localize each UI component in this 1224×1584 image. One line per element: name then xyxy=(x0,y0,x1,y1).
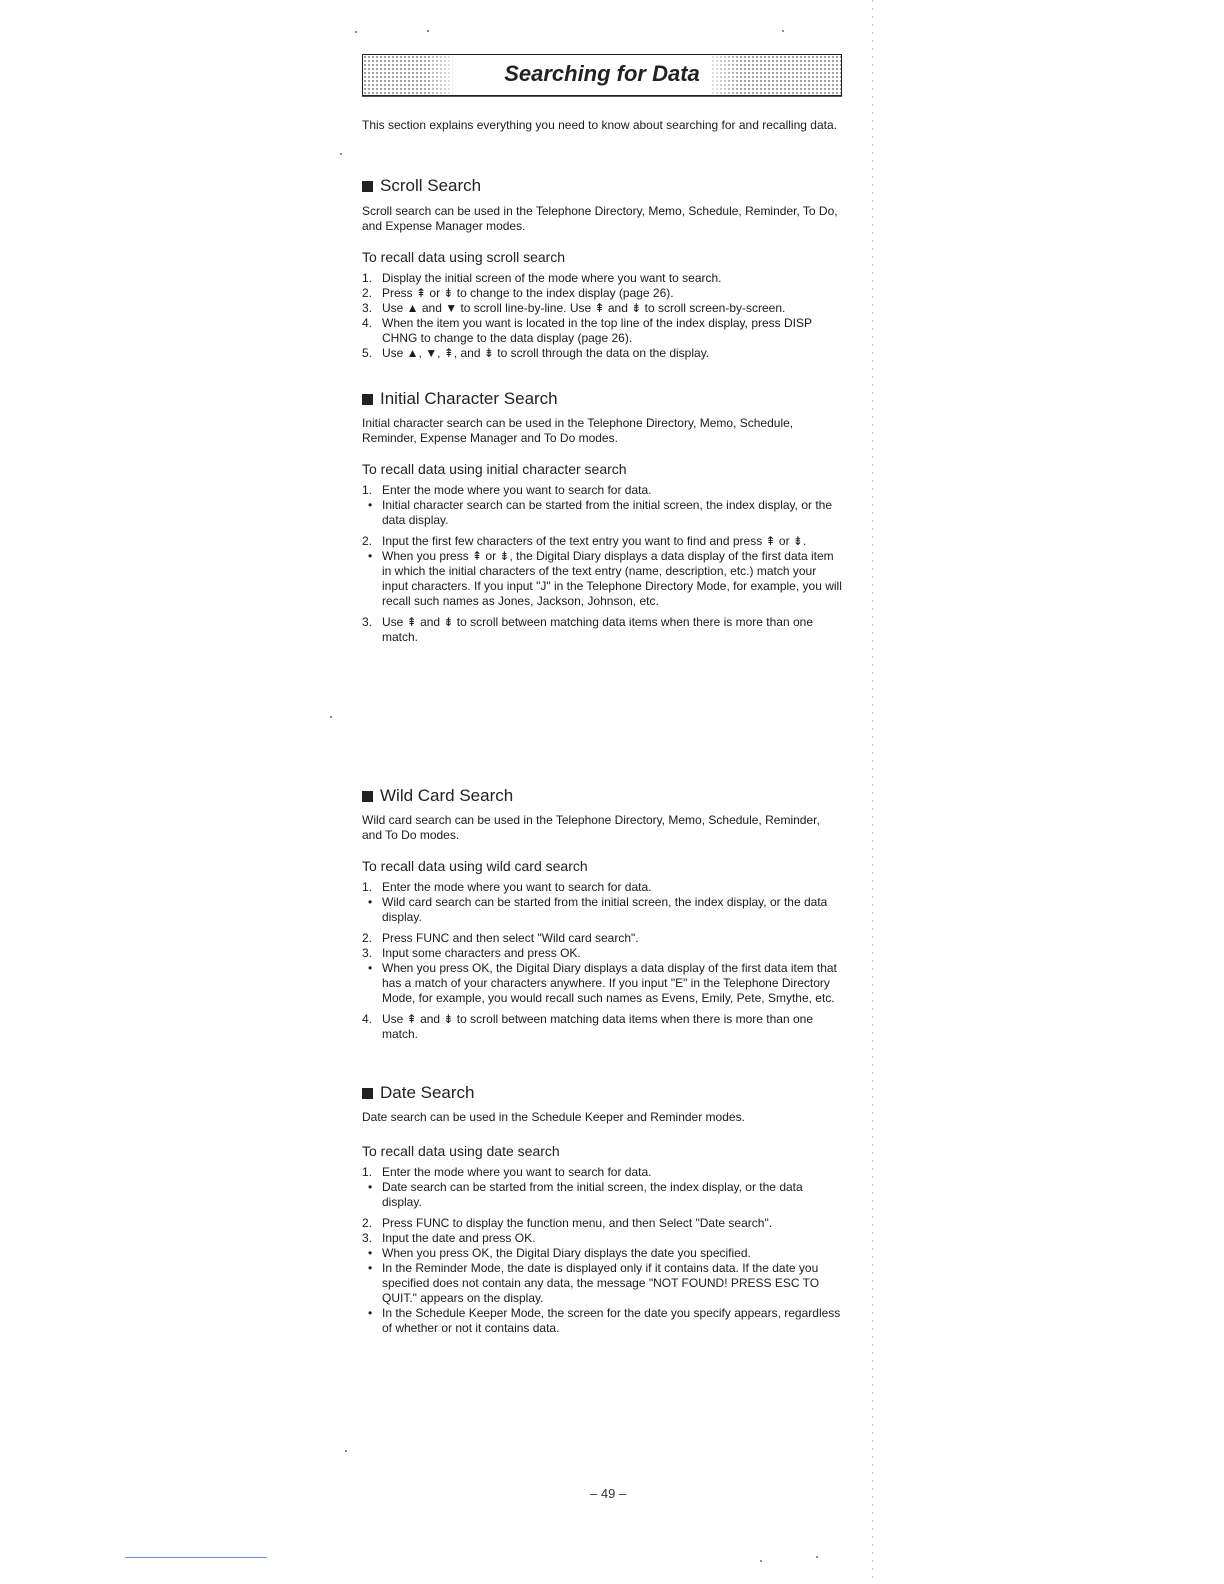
scan-speck xyxy=(816,1556,818,1558)
initial-search-subheading: To recall data using initial character search xyxy=(362,461,627,477)
bullet-note: • In the Reminder Mode, the date is displayed only if it contains data. If the date you specified does not contain any data, the message "NOT FOUND! PRESS ESC TO QUIT." appears on the display. xyxy=(368,1261,820,1305)
scan-speck xyxy=(345,1450,347,1452)
scan-speck xyxy=(355,31,357,33)
scan-edge-line xyxy=(125,1557,267,1558)
bullet-note: • Date search can be started from the initial screen, the index display, or the data display. xyxy=(368,1180,803,1209)
page-number: – 49 – xyxy=(590,1486,627,1501)
date-search-desc: Date search can be used in the Schedule Keeper and Reminder modes. xyxy=(362,1110,745,1124)
page-title: Searching for Data xyxy=(504,61,700,86)
scan-speck xyxy=(427,30,429,32)
list-item: 2. Press FUNC to display the function menu, and then Select "Date search". xyxy=(362,1216,773,1230)
date-search-subheading: To recall data using date search xyxy=(362,1143,560,1159)
initial-search-steps xyxy=(362,483,842,498)
date-search-section xyxy=(362,1083,842,1336)
list-item: 1. Enter the mode where you want to search for data. xyxy=(362,1165,652,1179)
scan-speck xyxy=(330,716,332,718)
wild-search-desc: Wild card search can be used in the Telephone Directory, Memo, Schedule, Reminder, and To Do modes. xyxy=(362,813,820,842)
initial-search-section xyxy=(362,389,842,645)
section-square-icon xyxy=(362,181,373,192)
list-item: 4. Use ⇞ and ⇟ to scroll between matching data items when there is more than one match. xyxy=(362,1012,813,1041)
section-square-icon xyxy=(362,1088,373,1099)
page-edge-marks xyxy=(872,0,873,1584)
scroll-search-desc: Scroll search can be used in the Telephone Directory, Memo, Schedule, Reminder, To Do, and Expense Manager modes. xyxy=(362,204,838,233)
intro-text: This section explains everything you need to know about searching for and recalling data. xyxy=(362,118,837,132)
list-item: 3. Input some characters and press OK. xyxy=(362,946,581,960)
wild-search-subheading: To recall data using wild card search xyxy=(362,858,588,874)
scroll-search-heading: Scroll Search xyxy=(362,176,842,196)
bullet-note: • When you press ⇞ or ⇟, the Digital Diary displays a data display of the first data item in which the initial characters of the text entry (name, description, etc.) match your input characters. If you input "J" in the Telephone Directory Mode, for example, you will recall such names as Jones, Jackson, Johnson, etc. xyxy=(368,549,842,608)
scan-speck xyxy=(340,153,342,155)
title-underline xyxy=(362,96,842,97)
list-item: 1. Display the initial screen of the mode where you want to search. xyxy=(362,271,722,285)
bullet-note: • When you press OK, the Digital Diary displays a data display of the first data item that has a match of your characters anywhere. If you input "E" in the Telephone Directory Mode, for example, you would recall such names as Evens, Emily, Pete, Smythe, etc. xyxy=(368,961,837,1005)
initial-search-desc: Initial character search can be used in the Telephone Directory, Memo, Schedule, Reminder, Expense Manager and To Do modes. xyxy=(362,416,794,445)
scan-speck xyxy=(782,30,784,32)
date-search-heading: Date Search xyxy=(362,1083,842,1103)
list-item: 3. Use ⇞ and ⇟ to scroll between matching data items when there is more than one match. xyxy=(362,615,813,644)
scroll-search-steps xyxy=(362,271,842,361)
bullet-note: • When you press OK, the Digital Diary displays the date you specified. xyxy=(368,1246,751,1260)
bullet-note: • Initial character search can be started from the initial screen, the index display, or the data display. xyxy=(368,498,833,527)
bullet-note: • Wild card search can be started from the initial screen, the index display, or the data display. xyxy=(368,895,828,924)
list-item: 1. Enter the mode where you want to search for data. xyxy=(362,880,652,894)
list-item: 1. Enter the mode where you want to search for data. xyxy=(362,483,652,497)
list-item: 4. When the item you want is located in the top line of the index display, press DISP CHNG to change to the data display (page 26). xyxy=(362,316,812,345)
wild-search-heading: Wild Card Search xyxy=(362,786,842,806)
title-banner xyxy=(362,54,842,96)
list-item: 5. Use ▲, ▼, ⇞, and ⇟ to scroll through the data on the display. xyxy=(362,346,710,360)
scan-speck xyxy=(760,1560,762,1562)
bullet-note: • In the Schedule Keeper Mode, the screen for the date you specify appears, regardless of whether or not it contains data. xyxy=(368,1306,841,1335)
section-square-icon xyxy=(362,394,373,405)
list-item: 2. Press ⇞ or ⇟ to change to the index display (page 26). xyxy=(362,286,674,300)
initial-search-heading: Initial Character Search xyxy=(362,389,842,409)
list-item: 2. Input the first few characters of the text entry you want to find and press ⇞ or ⇟. xyxy=(362,534,807,548)
scroll-search-subheading: To recall data using scroll search xyxy=(362,249,566,265)
wild-search-section xyxy=(362,786,842,1042)
list-item: 2. Press FUNC and then select "Wild card search". xyxy=(362,931,639,945)
list-item: 3. Use ▲ and ▼ to scroll line-by-line. Use ⇞ and ⇟ to scroll screen-by-screen. xyxy=(362,301,786,315)
scroll-search-section xyxy=(362,176,842,361)
section-square-icon xyxy=(362,791,373,802)
list-item: 3. Input the date and press OK. xyxy=(362,1231,536,1245)
